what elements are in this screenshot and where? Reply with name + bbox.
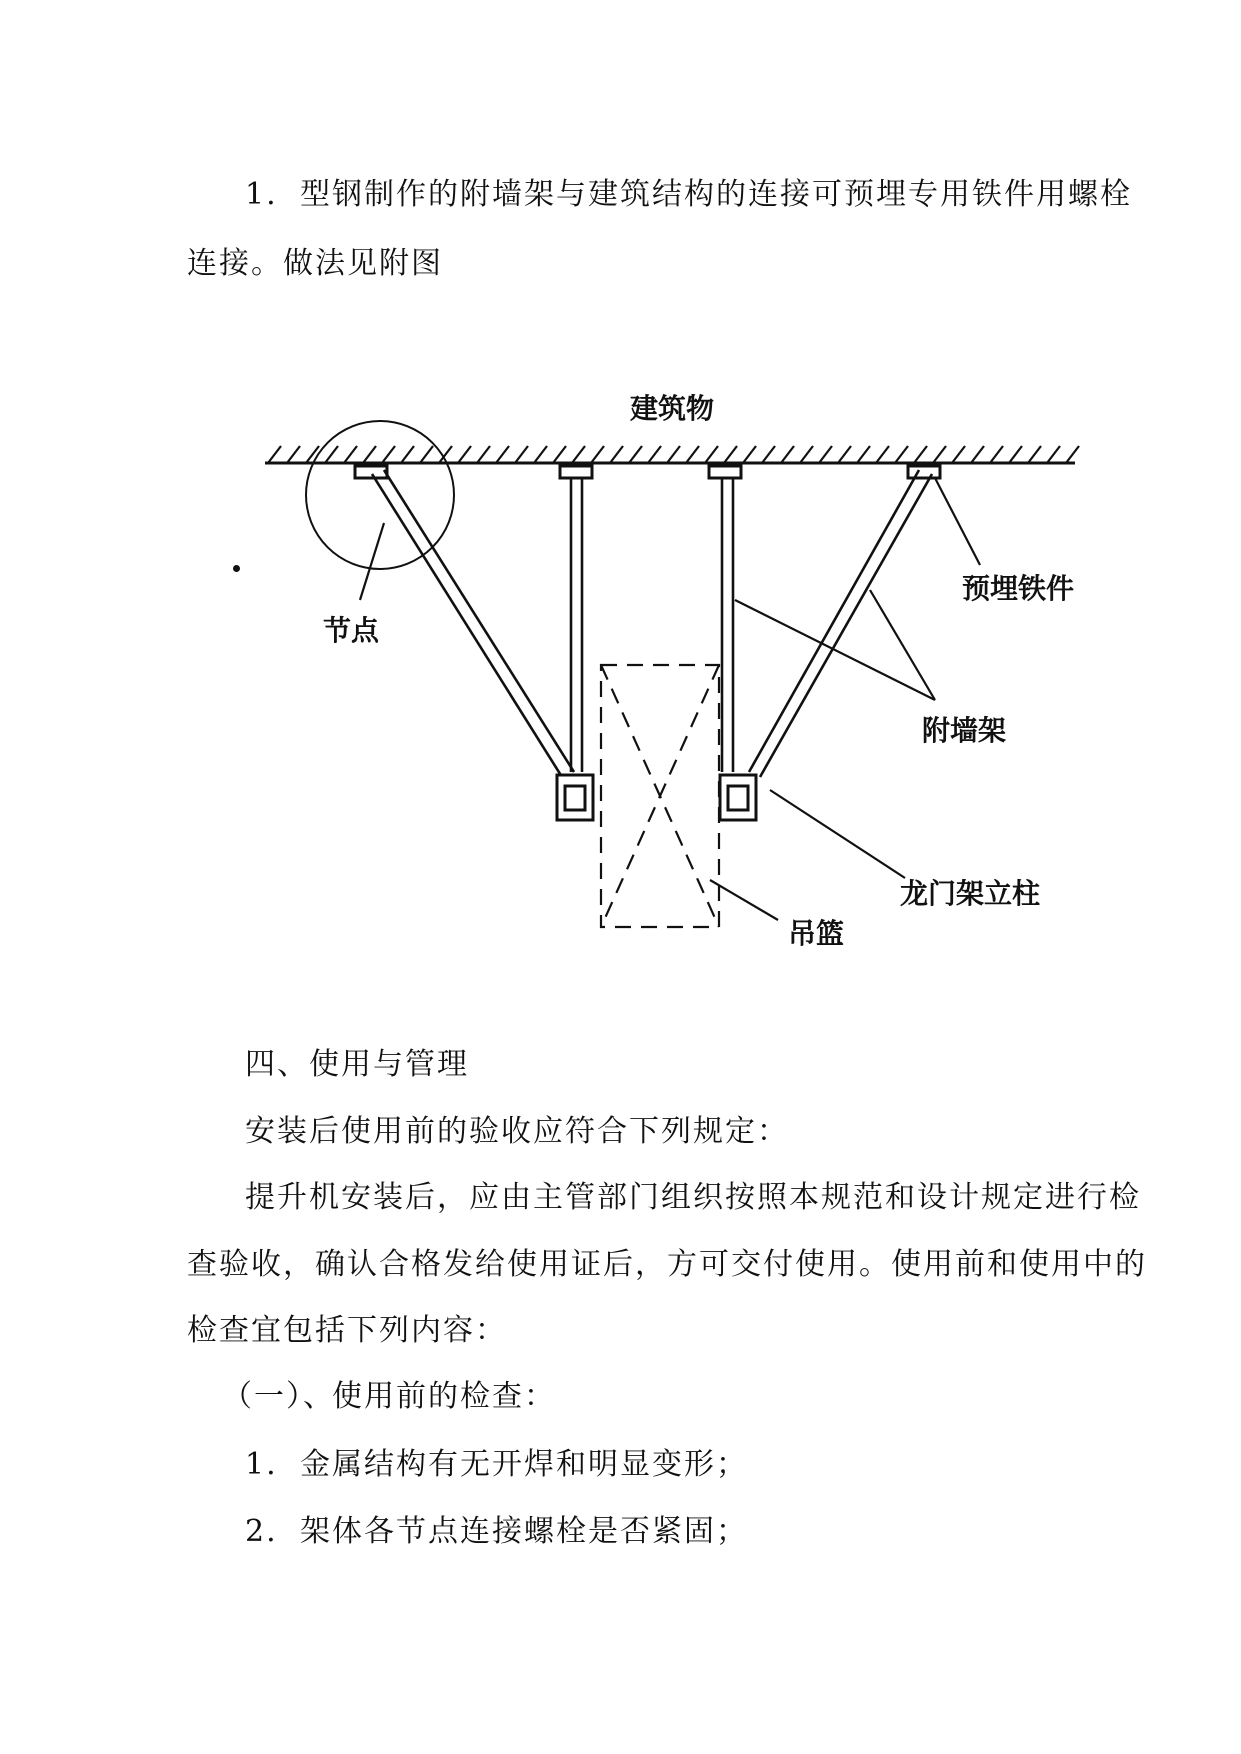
hatch-mark [1066, 446, 1079, 463]
label-building: 建筑物 [630, 392, 715, 425]
check-item-1 [245, 1447, 748, 1482]
hatch-mark [534, 446, 547, 463]
hatch-mark [458, 446, 471, 463]
hatch-mark [572, 446, 585, 463]
intro-line-1 [245, 177, 1132, 212]
gantry-column-right [720, 775, 756, 820]
label-basket: 吊篮 [788, 917, 845, 950]
hatch-mark [401, 446, 414, 463]
hatch-mark [762, 446, 775, 463]
hatch-mark [344, 446, 357, 463]
item-number: 1. [245, 177, 278, 212]
section-heading-text: 四、使用与管理 [245, 1047, 469, 1082]
hatch-mark [648, 446, 661, 463]
leader-lines [360, 478, 980, 920]
hatch-mark [990, 446, 1003, 463]
intro-line-2 [187, 246, 443, 281]
check-item-text: 金属结构有无开焊和明显变形； [300, 1447, 748, 1482]
hatch-mark [686, 446, 699, 463]
paragraph-text-2: 查验收，确认合格发给使用证后，方可交付使用。使用前和使用中的 [187, 1247, 1147, 1282]
embedded-iron-plate-3 [709, 466, 741, 478]
hatch-mark [477, 446, 490, 463]
check-item-text: 架体各节点连接螺栓是否紧固； [300, 1514, 748, 1549]
building-hatching [268, 446, 1079, 463]
hatch-mark [667, 446, 680, 463]
label-gantry-column: 龙门架立柱 [900, 877, 1041, 910]
hatch-mark [933, 446, 946, 463]
hatch-mark [1028, 446, 1041, 463]
hatch-mark [838, 446, 851, 463]
intro-text-2: 连接。做法见附图 [187, 246, 443, 281]
paragraph-line-1 [245, 1180, 1141, 1215]
hatch-mark [914, 446, 927, 463]
intro-text-1: 型钢制作的附墙架与建筑结构的连接可预埋专用铁件用螺栓 [300, 177, 1132, 212]
hatch-mark [781, 446, 794, 463]
hatch-mark [819, 446, 832, 463]
hatch-mark [553, 446, 566, 463]
hatch-mark [857, 446, 870, 463]
acceptance-intro [245, 1114, 789, 1149]
section-heading [245, 1047, 469, 1082]
hatch-mark [952, 446, 965, 463]
bracket-vertical-inner-right [722, 478, 733, 772]
node-detail-circle [306, 421, 454, 569]
hatch-mark [268, 446, 281, 463]
hatch-mark [800, 446, 813, 463]
acceptance-intro-text: 安装后使用前的验收应符合下列规定： [245, 1114, 789, 1149]
hatch-mark [705, 446, 718, 463]
paragraph-text-3: 检查宜包括下列内容： [187, 1313, 507, 1348]
label-embedded-iron: 预埋铁件 [962, 572, 1075, 605]
hatch-mark [724, 446, 737, 463]
hatch-mark [629, 446, 642, 463]
paragraph-line-3 [187, 1313, 507, 1348]
paragraph-line-2 [187, 1247, 1147, 1282]
hatch-mark [743, 446, 756, 463]
hatch-mark [325, 446, 338, 463]
bracket-vertical-inner-left [571, 478, 582, 772]
embedded-iron-plate-right [908, 466, 940, 478]
check-item-number: 1. [245, 1447, 278, 1482]
hatch-mark [515, 446, 528, 463]
hatch-mark [895, 446, 908, 463]
hatch-mark [363, 446, 376, 463]
hatch-mark [971, 446, 984, 463]
hatch-mark [1009, 446, 1022, 463]
hatch-mark [287, 446, 300, 463]
label-wall-bracket: 附墙架 [922, 714, 1007, 747]
embedded-iron-plate-left [355, 466, 387, 478]
subsection-marker: （一）、 [222, 1379, 335, 1414]
hatch-mark [420, 446, 433, 463]
hatch-mark [876, 446, 889, 463]
hanging-basket-outline [601, 665, 719, 927]
bracket-diagonal-right [749, 470, 932, 777]
paragraph-text-1: 提升机安装后，应由主管部门组织按照本规范和设计规定进行检 [245, 1180, 1141, 1215]
subsection-title: 使用前的检查： [332, 1379, 556, 1414]
hatch-mark [496, 446, 509, 463]
gantry-column-left [557, 775, 593, 820]
bracket-diagonal-left [372, 470, 574, 777]
stray-dot [233, 565, 240, 572]
check-item-number: 2. [245, 1514, 278, 1549]
hatch-mark [610, 446, 623, 463]
hatch-mark [591, 446, 604, 463]
label-node: 节点 [323, 614, 380, 647]
wall-bracket-diagram [220, 380, 1120, 980]
hatch-mark [1047, 446, 1060, 463]
hatch-mark [382, 446, 395, 463]
check-item-2 [245, 1514, 748, 1549]
subsection-heading [222, 1379, 556, 1414]
embedded-iron-plate-2 [560, 466, 592, 478]
